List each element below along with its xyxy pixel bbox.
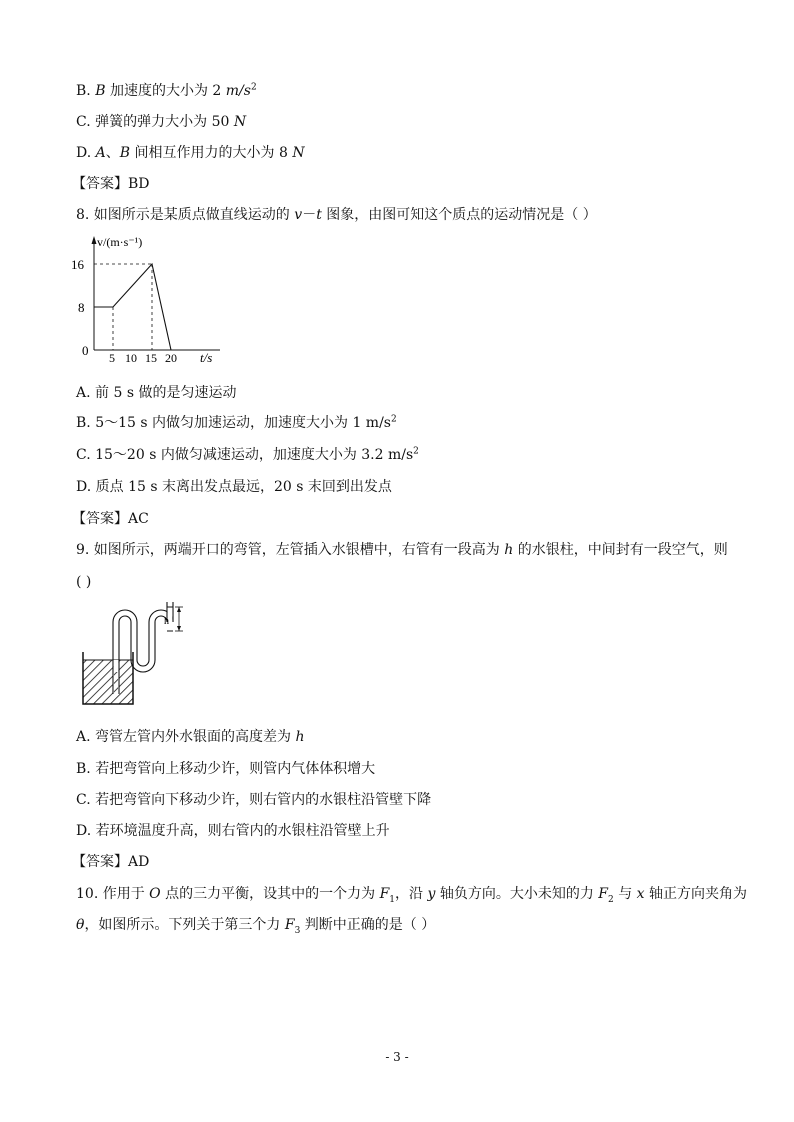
q7-option-c: C. 弹簧的弹力大小为 50 N bbox=[76, 114, 247, 130]
q9-stem-paren: ( ) bbox=[76, 574, 92, 590]
q9-answer: 【答案】AD bbox=[72, 854, 150, 870]
x-tick-20: 20 bbox=[165, 351, 177, 364]
q8-stem: 8. 如图所示是某质点做直线运动的 v－t 图象，由图可知这个质点的运动情况是（ ） bbox=[76, 207, 597, 223]
y-tick-8: 8 bbox=[78, 300, 85, 315]
q10-stem-line2: θ，如图所示。下列关于第三个力 $F_3$ 判断中正确的是（ ） bbox=[76, 917, 436, 936]
q8-option-a: A. 前 5 s 做的是匀速运动 bbox=[76, 385, 237, 401]
q7-option-d: D. A、B 间相互作用力的大小为 8 N bbox=[76, 145, 305, 161]
q8-answer: 【答案】AC bbox=[72, 511, 149, 527]
x-tick-15: 15 bbox=[145, 351, 157, 364]
velocity-line bbox=[94, 264, 171, 350]
vt-graph bbox=[70, 232, 240, 364]
q9-option-a: A. 弯管左管内外水银面的高度差为 h bbox=[76, 729, 305, 745]
x-tick-5: 5 bbox=[109, 351, 115, 364]
q8-option-b: B. 5～15 s 内做匀加速运动，加速度大小为 1 $m/s^2$ bbox=[76, 414, 397, 431]
mercury-in-trough bbox=[83, 660, 133, 704]
h-label: h bbox=[164, 616, 169, 627]
q9-option-d: D. 若环境温度升高，则右管内的水银柱沿管壁上升 bbox=[76, 823, 390, 839]
q8-option-c: C. 15～20 s 内做匀减速运动，加速度大小为 3.2 $m/s^2$ bbox=[76, 446, 419, 463]
bent-tube-figure bbox=[76, 602, 186, 708]
x-axis-label: t/s bbox=[200, 350, 213, 364]
y-tick-16: 16 bbox=[71, 257, 84, 272]
q7-answer: 【答案】BD bbox=[72, 176, 150, 192]
q9-option-c: C. 若把弯管向下移动少许，则右管内的水银柱沿管壁下降 bbox=[76, 792, 432, 808]
y-axis-label: v/(m·s⁻¹) bbox=[97, 235, 143, 249]
q8-option-d: D. 质点 15 s 末离出发点最远，20 s 末回到出发点 bbox=[76, 479, 392, 495]
q9-option-b: B. 若把弯管向上移动少许，则管内气体体积增大 bbox=[76, 761, 376, 777]
y-tick-0: 0 bbox=[82, 343, 89, 358]
page-number: - 3 - bbox=[385, 1050, 409, 1064]
mercury-column-left bbox=[114, 672, 118, 694]
q10-stem-line1: 10. 作用于 O 点的三力平衡，设其中的一个力为 $F_1$，沿 y 轴负方向。大小未知的力 $F_2$ 与 x 轴正方向夹角为 bbox=[76, 886, 748, 905]
q7-option-b: B. B 加速度的大小为 2 $m/s^2$ bbox=[76, 82, 257, 99]
q9-stem: 9. 如图所示，两端开口的弯管，左管插入水银槽中，右管有一段高为 h 的水银柱，中间封有一段空气，则 bbox=[76, 542, 728, 558]
x-tick-10: 10 bbox=[125, 351, 137, 364]
y-axis-arrow bbox=[92, 236, 97, 244]
